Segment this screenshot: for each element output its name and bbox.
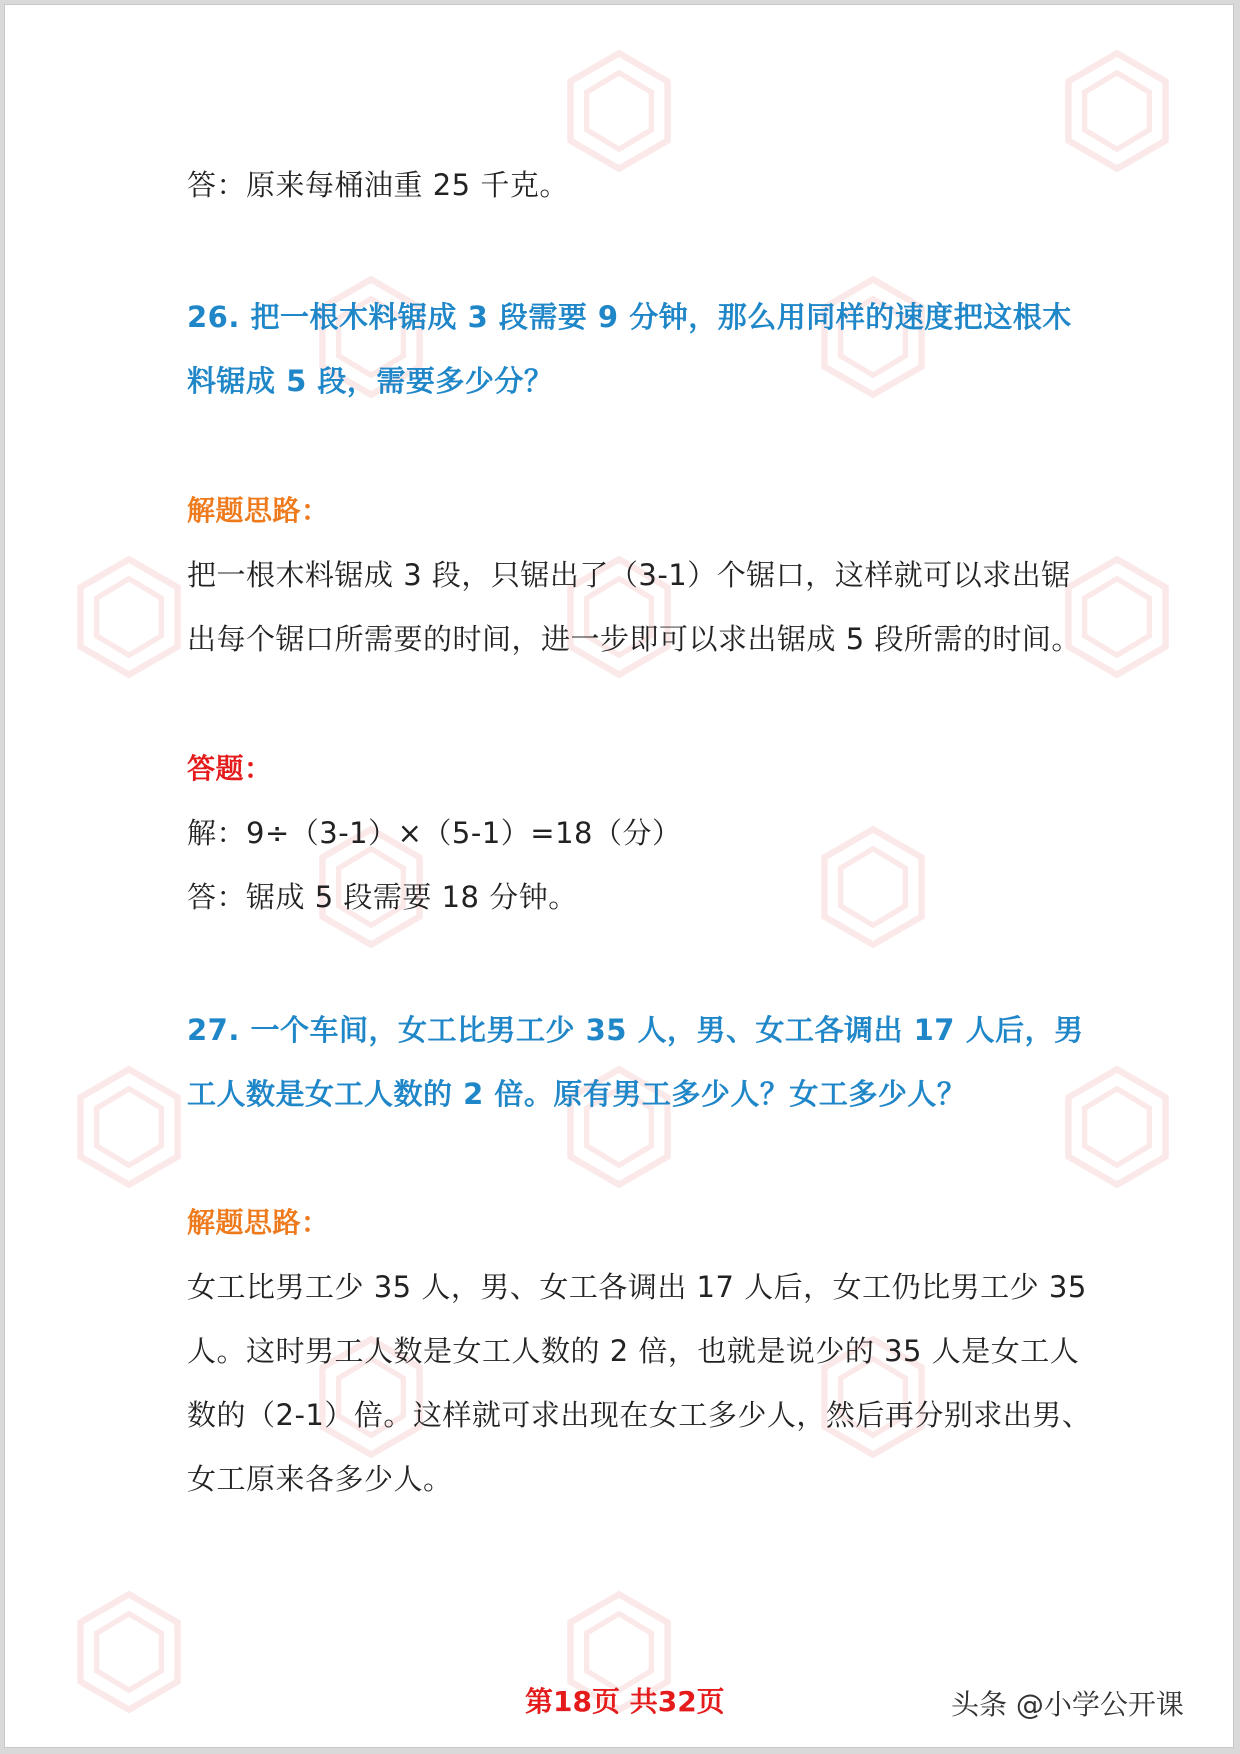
answer-26: 答：锯成 5 段需要 18 分钟。 [187, 880, 578, 914]
thinking-26-line-1: 把一根木料锯成 3 段，只锯出了（3-1）个锯口，这样就可以求出锯 [187, 558, 1071, 592]
thinking-label-26: 解题思路： [187, 494, 330, 527]
document-page [4, 4, 1234, 1748]
watermark-hexagon-icon [75, 1065, 183, 1189]
watermark-hexagon-icon [1063, 1065, 1171, 1189]
question-27-line-1: 27. 一个车间，女工比男工少 35 人，男、女工各调出 17 人后，男 [187, 1013, 1084, 1047]
watermark-hexagon-icon [1063, 49, 1171, 173]
question-26-line-1: 26. 把一根木料锯成 3 段需要 9 分钟，那么用同样的速度把这根木 [187, 300, 1072, 334]
thinking-27-line-4: 女工原来各多少人。 [187, 1462, 453, 1496]
watermark-hexagon-icon [75, 555, 183, 679]
thinking-27-line-2: 人。这时男工人数是女工人数的 2 倍，也就是说少的 35 人是女工人 [187, 1334, 1080, 1368]
answer-label-26: 答题： [187, 752, 273, 785]
watermark-hexagon-icon [565, 49, 673, 173]
watermark-hexagon-icon [75, 1590, 183, 1714]
thinking-26-line-2: 出每个锯口所需要的时间，进一步即可以求出锯成 5 段所需的时间。 [187, 622, 1081, 656]
solution-26: 解：9÷（3-1）×（5-1）=18（分） [187, 816, 682, 850]
thinking-27-line-1: 女工比男工少 35 人，男、女工各调出 17 人后，女工仍比男工少 35 [187, 1270, 1087, 1304]
source-credit: 头条 @小学公开课 [951, 1688, 1184, 1721]
question-27-line-2: 工人数是女工人数的 2 倍。原有男工多少人？女工多少人？ [187, 1077, 967, 1111]
thinking-label-27: 解题思路： [187, 1206, 330, 1239]
watermark-hexagon-icon [819, 825, 927, 949]
watermark-hexagon-icon [1063, 555, 1171, 679]
question-26-line-2: 料锯成 5 段，需要多少分？ [187, 364, 554, 398]
watermark-hexagon-icon [819, 275, 927, 399]
answer-25: 答：原来每桶油重 25 千克。 [187, 168, 569, 202]
page-number: 第18页 共32页 [525, 1685, 725, 1718]
thinking-27-line-3: 数的（2-1）倍。这样就可求出现在女工多少人，然后再分别求出男、 [187, 1398, 1092, 1432]
